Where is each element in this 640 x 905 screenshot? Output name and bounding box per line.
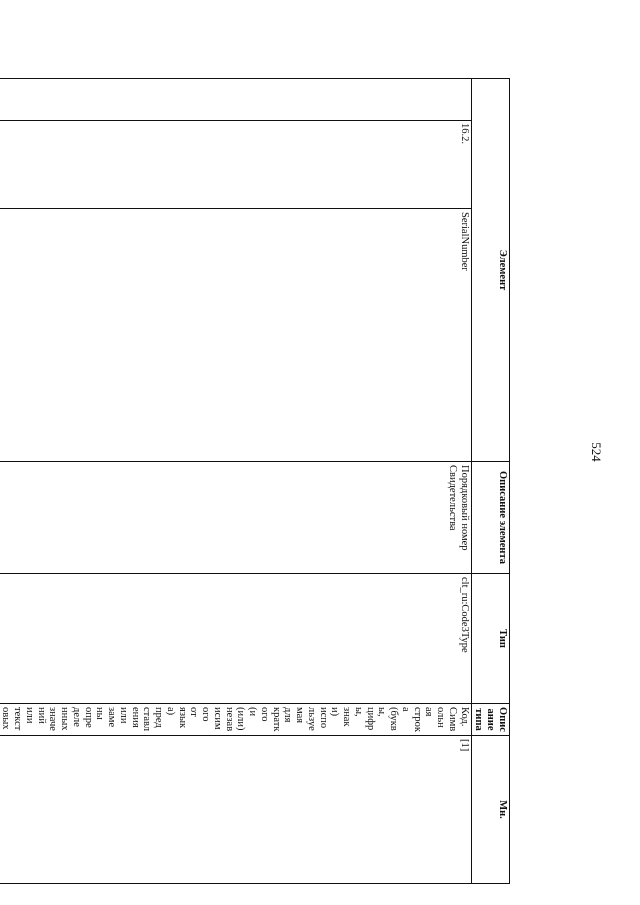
header-type-description: Описание типа (471, 704, 509, 736)
row-multiplicity: [1] (0, 736, 471, 884)
row-type: clt_ru:Code3Type (0, 574, 471, 704)
rotated-table-wrapper (0, 78, 510, 884)
header-multiplicity: Мн. (471, 736, 509, 884)
table-row (0, 79, 471, 884)
header-element: Элемент (471, 79, 509, 462)
page-number: 524 (589, 442, 604, 462)
header-description: Описание элемента (471, 462, 509, 574)
row-description: Порядковый номер Свидетельства (0, 462, 471, 574)
schema-table (0, 78, 510, 884)
header-type: Тип (471, 574, 509, 704)
row-type-description: Код. Символьная строка (буквы, цифры, знаки) используемая для краткого (и (или) независимого от языка) представления или замены определенных значений или текстовых (0, 704, 471, 736)
row-indent-cell (0, 79, 471, 121)
row-element: SerialNumber (0, 209, 471, 462)
row-number: 16.2. (0, 121, 471, 209)
table-header-row (471, 79, 509, 884)
document-sheet (0, 78, 510, 884)
